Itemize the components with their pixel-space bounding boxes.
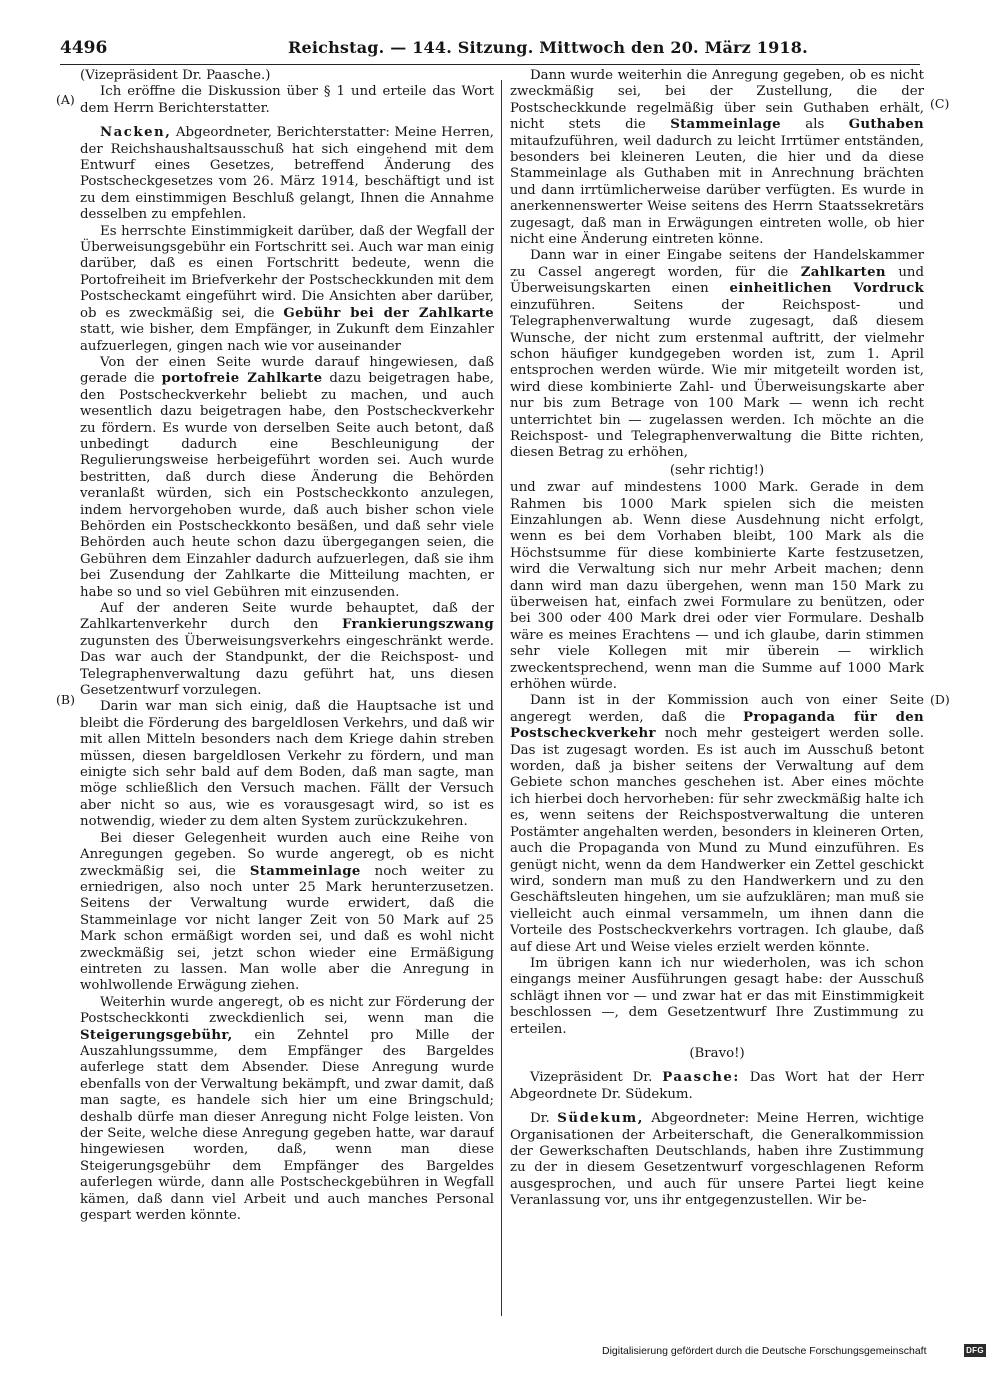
footer-text: Digitalisierung gefördert durch die Deutsche Forschungsgemeinschaft xyxy=(602,1345,927,1357)
paragraph: Es herrschte Einstimmigkeit darüber, daß der Wegfall der Überweisungsgebühr ein Fortschritt sei. Auch war man einig darüber, daß es einen Fortschritt bedeute, wenn die Portofreiheit im Briefverkehr der Postscheckkunden mit dem Postscheckamt eingeführt wird. Die Ansichten aber darüber, ob es zweckmäßig sei, die Gebühr bei der Zahlkarte statt, wie bisher, dem Empfänger, in Zukunft dem Einzahler aufzuerlegen, gingen nach wie vor auseinander xyxy=(80,223,494,354)
left-column xyxy=(80,68,494,1318)
paragraph: Vizepräsident Dr. Paasche: Das Wort hat der Herr Abgeordnete Dr. Südekum. xyxy=(510,1070,924,1102)
paragraph: Weiterhin wurde angeregt, ob es nicht zur Förderung der Postscheckkonti zweckdienlich sei, wenn man die Steigerungsgebühr, ein Zehntel pro Mille der Auszahlungssumme, dem Empfänger des Bargeldes auferlege statt dem Absender. Diese Anregung wurde ebenfalls von der Verwaltung bekämpft, und zwar damit, daß man sagte, es handele sich hier um eine Bringschuld; deshalb dürfe man dieser Anregung nicht Folge leisten. Von der Seite, welche diese Anregung gegeben hatte, war darauf hingewiesen worden, daß, wenn man diese Steigerungsgebühr dem Empfänger des Bargeldes auferlegen würde, dann alle Postscheckgebühren in Wegfall kämen, daß dann viel Arbeit und auch manches Personal gespart werden könnte. xyxy=(80,994,494,1224)
page-number: 4496 xyxy=(60,38,108,58)
speaker-name: Südekum, xyxy=(557,1111,644,1127)
paragraph: Dr. Südekum, Abgeordneter: Meine Herren, wichtige Organisationen der Arbeiterschaft, die Generalkommission der Gewerkschaften Deutschlands, haben ihre Zustimmung zu der in diesem Gesetzentwurf vorgeschlagenen Reform ausgesprochen, und auch für unsere Partei liegt keine Veranlassung vor, uns ihr entgegenzustellen. Wir be- xyxy=(510,1111,924,1209)
paragraph: Im übrigen kann ich nur wiederholen, was ich schon eingangs meiner Ausführungen gesagt habe: der Ausschuß schlägt ihnen vor — und zwar hat er das mit Einstimmigkeit beschlossen —, dem Gesetzentwurf Ihre Zustimmung zu erteilen. xyxy=(510,955,924,1037)
running-title: Reichstag. — 144. Sitzung. Mittwoch den 20. März 1918. xyxy=(288,38,808,57)
paragraph: Ich eröffne die Diskussion über § 1 und erteile das Wort dem Herrn Berichterstatter. xyxy=(80,84,494,116)
page-header xyxy=(60,38,920,65)
right-column xyxy=(510,68,924,1318)
speaker-name: Nacken, xyxy=(100,125,172,141)
dfg-logo: DFG xyxy=(964,1344,986,1357)
paragraph: Auf der anderen Seite wurde behauptet, daß der Zahlkartenverkehr durch den Frankierungszwang zugunsten des Überweisungsverkehrs eingeschränkt werde. Das war auch der Standpunkt, der die Reichspost- und Telegraphenverwaltung dazu geführt hat, uns diesen Gesetzentwurf vorzulegen. xyxy=(80,601,494,699)
margin-mark-a: (A) xyxy=(56,92,75,107)
margin-mark-c: (C) xyxy=(930,96,950,111)
paragraph: Dann ist in der Kommission auch von einer Seite angeregt werden, daß die Propaganda für den Postscheckverkehr noch mehr gesteigert werden solle. Das ist zugesagt worden. Es ist auch im Ausschuß betont worden, daß ja bisher seitens der Verwaltung auf dem Gebiete schon manches geschehen ist. Aber eines möchte ich hierbei doch hervorheben: für sehr zweckmäßig halte ich es, wenn seitens der Reichspostverwaltung die unteren Postämter angehalten werden, besonders in kleineren Orten, auch die Propaganda von Mund zu Mund einzuführen. Es genügt nicht, wenn da dem Handwerker ein Zettel geschickt wird, sondern man muß zu den Handwerkern und zu den Geschäftsleuten hingehen, um sie aufzuklären; man muß sie vielleicht auch einmal versammeln, um ihnen dann die Vorteile des Postscheckverkehrs vortragen. Ich glaube, daß auf diese Art und Weise vieles erzielt werden könnte. xyxy=(510,693,924,955)
margin-mark-d: (D) xyxy=(930,692,950,707)
interjection: (Bravo!) xyxy=(689,1045,745,1061)
margin-mark-b: (B) xyxy=(56,692,75,707)
paragraph: Darin war man sich einig, daß die Hauptsache ist und bleibt die Förderung des bargeldlosen Verkehrs, und daß wir mit allen Mitteln besonders nach dem Kriege dahin streben müssen, diesen bargeldlosen Verkehr zu fördern, und man einigte sich sehr bald auf dem Boden, daß man sagte, man möge schließlich den Versuch machen. Fällt der Versuch aber nicht so aus, wie es vorausgesagt wird, so ist es notwendig, wieder zu dem alten System zurückzukehren. xyxy=(80,699,494,830)
paragraph: Dann wurde weiterhin die Anregung gegeben, ob es nicht zweckmäßig sei, bei der Zustellung, die der Postscheckkunde regelmäßig über sein Guthaben erhält, nicht stets die Stammeinlage als Guthaben mitaufzuführen, weil dadurch zu leicht Irrtümer entständen, besonders bei kleineren Leuten, die hier und da diese Stammeinlage als Guthaben mit in Anrechnung brächten und dann irrtümlicherweise darüber verfügten. Es wurde in anerkennenswerter Weise seitens des Herrn Staatssekretärs zugesagt, daß man in Erwägungen eintreten wolle, ob hier nicht eine Änderung eintreten könne. xyxy=(510,68,924,248)
paragraph: und zwar auf mindestens 1000 Mark. Gerade in dem Rahmen bis 1000 Mark spielen sich die meisten Einzahlungen ab. Wenn diese Ausdehnung nicht erfolgt, wenn es bei dem Vorhaben bleibt, 100 Mark als die Höchstsumme für diese kombinierte Karte festzusetzen, wird die Verwaltung sich nur mehr Arbeit machen; denn dann wird man dazu übergehen, wenn man 150 Mark zu überweisen hat, einfach zwei Formulare zu benützen, oder bei 300 oder 400 Mark drei oder vier Formulare. Deshalb wäre es meines Erachtens — und ich glaube, darin stimmen sehr viele Kollegen mit mir überein — wirklich zweckentsprechend, wenn man die Summe auf 1000 Mark erhöhen würde. xyxy=(510,480,924,693)
paragraph: Von der einen Seite wurde darauf hingewiesen, daß gerade die portofreie Zahlkarte dazu beigetragen habe, den Postscheckverkehr beliebt zu machen, und auch wesentlich dazu beigetragen habe, den Postscheckverkehr zu fördern. Es wurde von derselben Seite auch betont, daß unbedingt dadurch eine Beschleunigung der Regulierungsweise herbeigeführt worden sei. Auch wurde bestritten, daß durch diese Änderung die Behörden veranlaßt würden, sich ein Postscheckkonto anzulegen, indem hervorgehoben wurde, daß auch bisher schon viele Behörden ein Postscheckkonto besäßen, und daß sehr viele Behörden auch heute schon dazu übergegangen seien, die Gebühren dem Einzahler dadurch aufzuerlegen, daß sie ihm bei Zusendung der Zahlkarte die Mitteilung machten, er habe so und so viel Gebühren mit einzusenden. xyxy=(80,354,494,600)
digitization-footer xyxy=(602,1343,984,1361)
paragraph: Dann war in einer Eingabe seitens der Handelskammer zu Cassel angeregt worden, für die Zahlkarten und Überweisungskarten einen einheitlichen Vordruck einzuführen. Seitens der Reichspost- und Telegraphenverwaltung wurde zugesagt, daß diesem Wunsche, der nicht zum erstenmal auftritt, der vielmehr schon häufiger kundgegeben worden ist, zum 1. April entsprochen werden würde. Wie mir mitgeteilt worden ist, wird diese kombinierte Zahl- und Überweisungskarte aber nur bis zum Betrage von 100 Mark — wenn ich recht unterrichtet bin — zugelassen werden. Ich möchte an die Reichspost- und Telegraphenverwaltung die Bitte richten, diesen Betrag zu erhöhen, xyxy=(510,248,924,461)
speaker-note: (Vizepräsident Dr. Paasche.) xyxy=(80,68,271,83)
interjection: (sehr richtig!) xyxy=(669,462,765,478)
paragraph: Bei dieser Gelegenheit wurden auch eine Reihe von Anregungen gegeben. So wurde angeregt, ob es nicht zweckmäßig sei, die Stammeinlage noch weiter zu erniedrigen, also noch unter 25 Mark herunterzusetzen. Seitens der Verwaltung wurde erwidert, daß die Stammeinlage vor nicht langer Zeit von 50 Mark auf 25 Mark schon ermäßigt worden sei, und daß es wohl nicht zweckmäßig sei, jetzt schon wieder eine Ermäßigung eintreten zu lassen. Man wolle aber die Anregung in wohlwollende Erwägung ziehen. xyxy=(80,830,494,994)
column-divider xyxy=(501,80,502,1316)
speaker-name: Paasche: xyxy=(662,1070,740,1086)
paragraph: Nacken, Abgeordneter, Berichterstatter: Meine Herren, der Reichshaushaltsausschuß hat sich eingehend mit dem Entwurf eines Gesetzes, betreffend Änderung des Postscheckgesetzes vom 26. März 1914, beschäftigt und ist zu dem einstimmigen Beschluß gelangt, Ihnen die Annahme desselben zu empfehlen. xyxy=(80,125,494,223)
